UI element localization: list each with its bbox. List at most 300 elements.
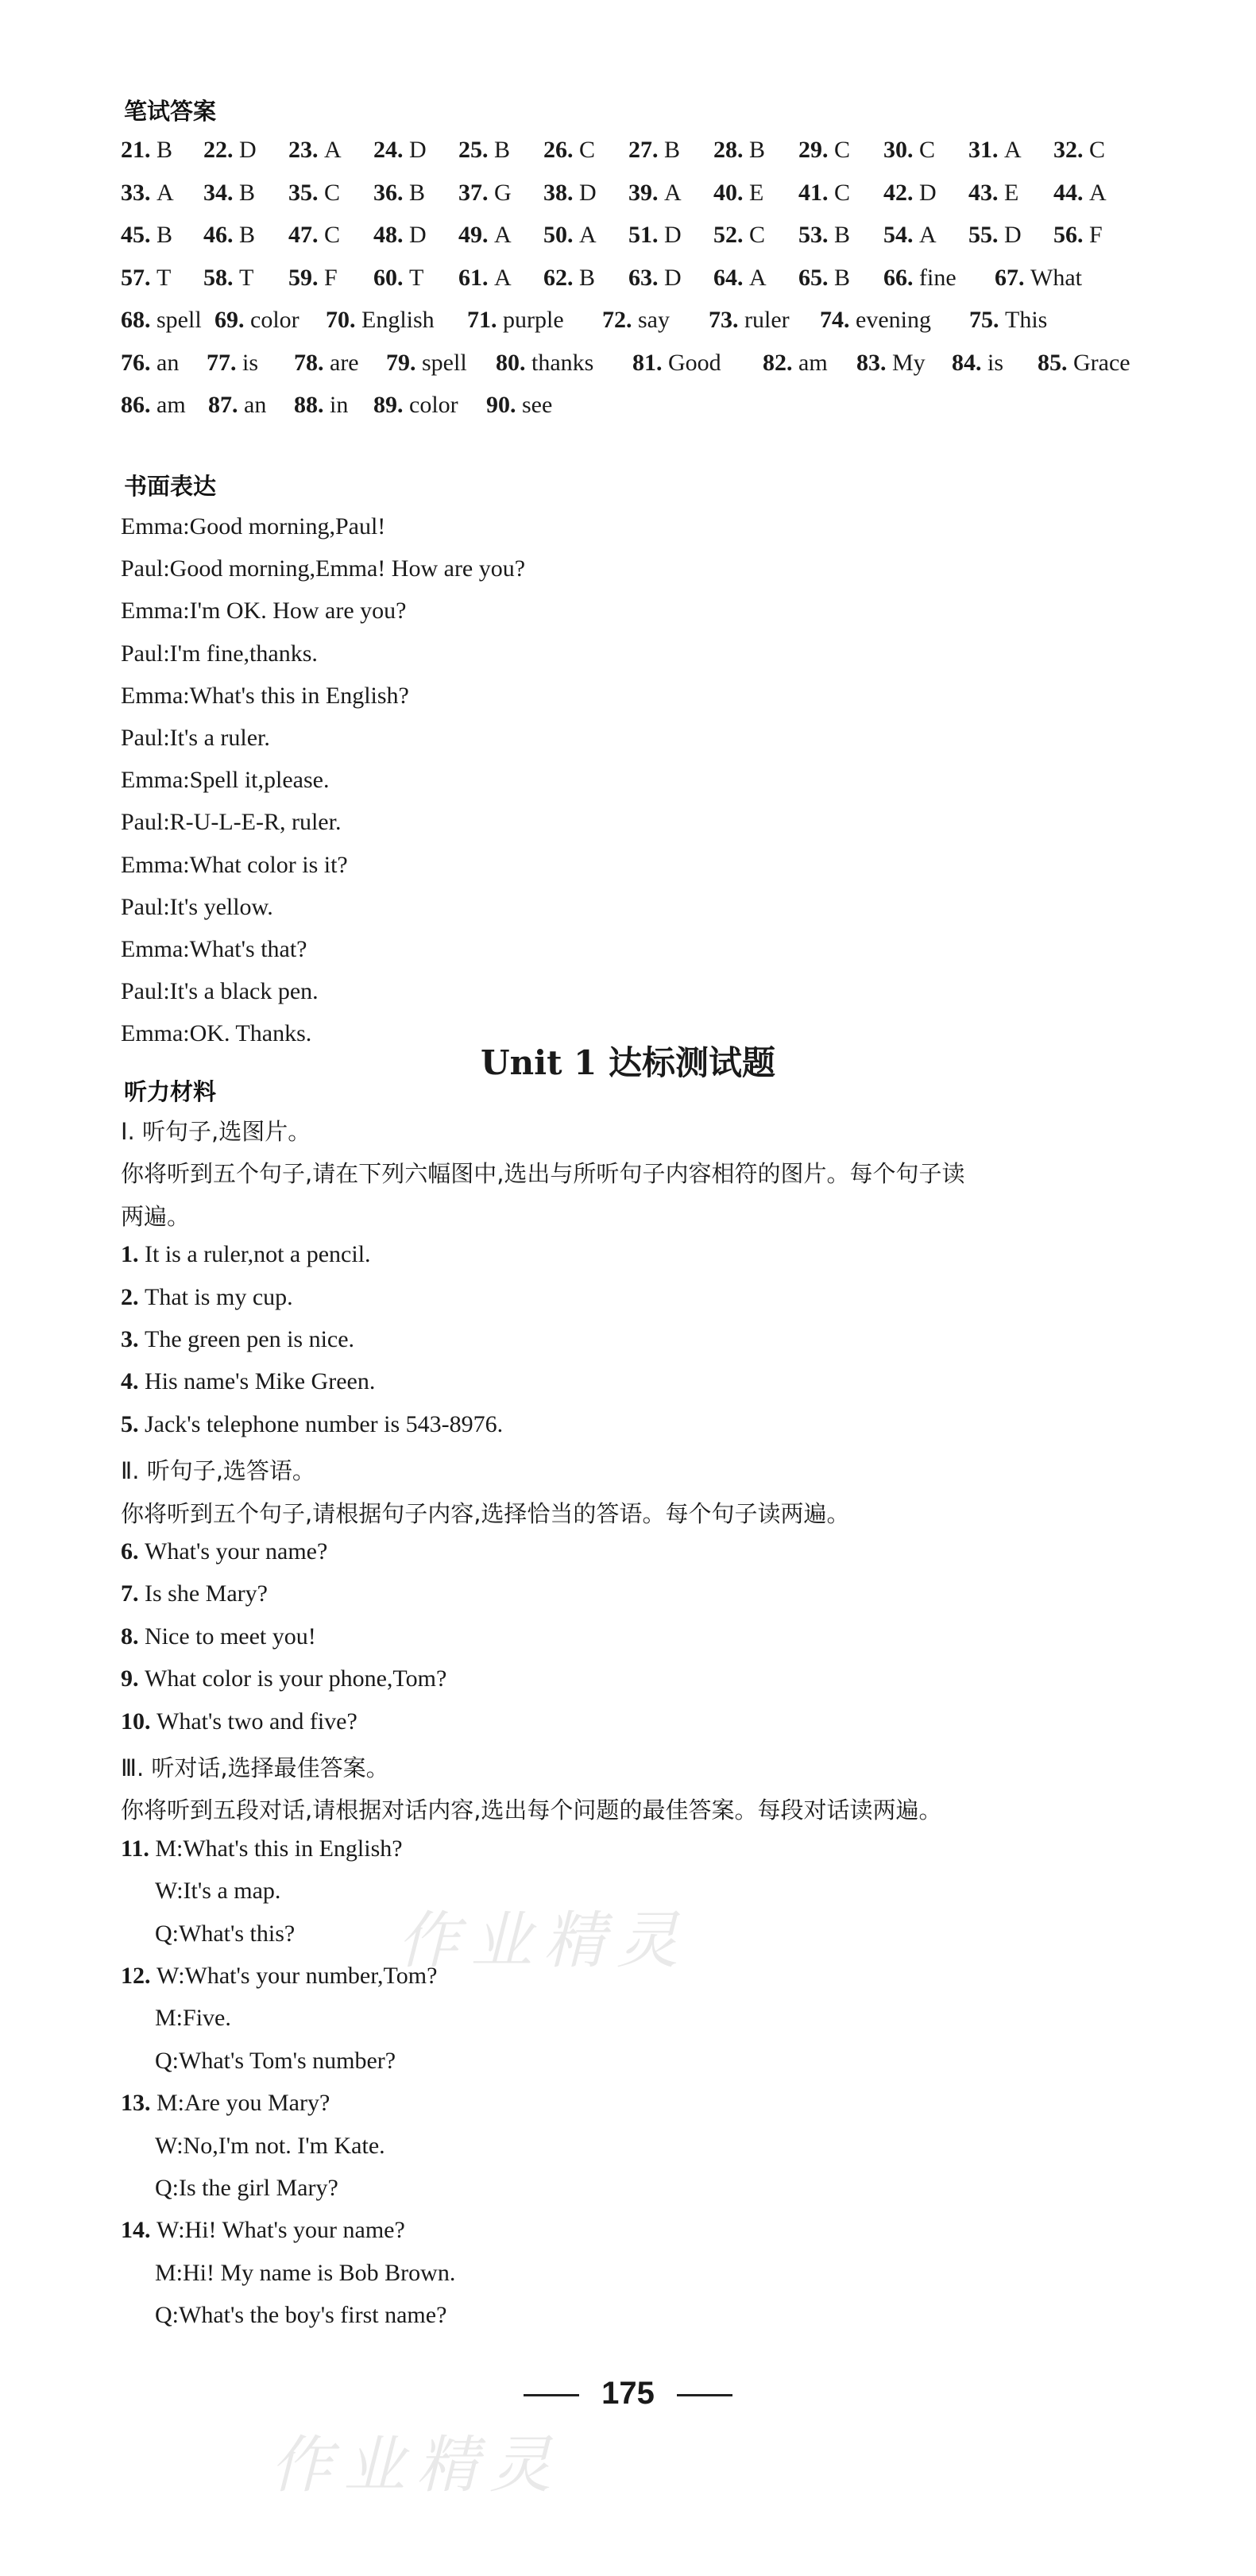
answer-value: thanks <box>531 349 594 376</box>
answer-row <box>121 222 1154 260</box>
answer-number: 37 <box>458 179 482 206</box>
answer-value: G <box>494 179 512 206</box>
question-dot: . <box>133 1326 145 1352</box>
answer-number: 83 <box>856 349 880 376</box>
answer-dot: . <box>312 179 324 206</box>
answer-number: 48 <box>373 222 397 248</box>
answer-value: A <box>157 179 174 206</box>
answer-dot: . <box>482 179 494 206</box>
answer-number: 90 <box>486 392 510 418</box>
answer-item <box>952 350 1003 377</box>
answer-number: 46 <box>203 222 227 248</box>
answer-dot: . <box>1077 222 1089 248</box>
answer-item <box>373 222 427 249</box>
answer-number: 54 <box>883 222 907 248</box>
question-dot: . <box>145 2090 157 2117</box>
answer-item <box>203 222 255 249</box>
answer-value: ruler <box>744 307 790 333</box>
answer-number: 84 <box>952 349 976 376</box>
answer-dot: . <box>410 349 422 376</box>
answer-value: D <box>579 179 597 206</box>
answer-number: 73 <box>709 307 732 333</box>
answer-number: 79 <box>386 349 410 376</box>
answer-dot: . <box>822 264 834 291</box>
answer-dot: . <box>822 222 834 248</box>
answer-value: My <box>892 349 926 376</box>
answer-value: B <box>239 222 256 248</box>
answer-number: 38 <box>543 179 567 206</box>
answer-dot: . <box>145 179 157 206</box>
answer-dot: . <box>822 179 834 206</box>
question-dot: . <box>133 1283 145 1310</box>
answer-item <box>467 307 564 334</box>
answer-dot: . <box>880 349 892 376</box>
answer-item <box>121 180 174 207</box>
answer-row <box>121 265 1154 303</box>
question-number: 1 <box>121 1241 133 1268</box>
answer-dot: . <box>397 137 409 163</box>
dialogue-line: W:No,I'm not. I'm Kate. <box>155 2132 385 2159</box>
question-dot: . <box>133 1623 145 1650</box>
answer-dot: . <box>822 137 834 163</box>
answer-item <box>326 307 435 334</box>
instruction-line: Ⅰ. 听句子,选图片。 <box>121 1118 311 1145</box>
answer-value: D <box>664 264 682 291</box>
answer-dot: . <box>397 392 409 418</box>
answer-dot: . <box>907 137 919 163</box>
answer-value: spell <box>422 349 467 376</box>
answer-item <box>208 392 266 419</box>
answer-item <box>709 307 790 334</box>
answer-dot: . <box>520 349 531 376</box>
answer-item <box>121 392 186 419</box>
watermark: 作业精灵 <box>397 1905 690 1977</box>
answer-item <box>602 307 670 334</box>
answer-number: 87 <box>208 392 232 418</box>
question-line <box>121 1963 437 1990</box>
answer-row <box>121 307 1154 345</box>
answer-item <box>121 265 171 292</box>
instruction-line: Ⅱ. 听句子,选答语。 <box>121 1457 315 1485</box>
dialogue-line: Paul:I'm fine,thanks. <box>121 640 318 667</box>
dialogue-line: M:Five. <box>155 2005 231 2032</box>
answer-value: am <box>798 349 828 376</box>
answer-number: 69 <box>214 307 238 333</box>
question-number: 12 <box>121 1963 145 1989</box>
answer-value: T <box>239 264 254 291</box>
dash-right <box>677 2394 732 2396</box>
answer-value: Grace <box>1073 349 1130 376</box>
answer-item <box>995 265 1082 292</box>
answer-value: C <box>834 137 851 163</box>
answer-dot: . <box>567 264 579 291</box>
question-text: W:What's your number,Tom? <box>157 1963 438 1989</box>
answer-dot: . <box>491 307 503 333</box>
answer-value: T <box>157 264 172 291</box>
answer-dot: . <box>1077 137 1089 163</box>
dialogue-line: Q:Is the girl Mary? <box>155 2175 338 2201</box>
answer-value: D <box>409 137 427 163</box>
page-number-text: 175 <box>601 2376 655 2411</box>
answer-item <box>294 392 348 419</box>
question-line <box>121 1284 293 1311</box>
answer-dot: . <box>732 307 744 333</box>
question-number: 6 <box>121 1538 133 1565</box>
answer-value: are <box>330 349 359 376</box>
answer-dot: . <box>227 222 239 248</box>
dialogue-line: Paul:It's a black pen. <box>121 978 319 1005</box>
answer-number: 89 <box>373 392 397 418</box>
answer-item <box>373 265 423 292</box>
answer-dot: . <box>1061 349 1073 376</box>
answer-dot: . <box>992 222 1004 248</box>
answer-dot: . <box>145 222 157 248</box>
question-dot: . <box>133 1665 145 1692</box>
question-line <box>121 1623 316 1650</box>
answer-item <box>386 350 467 377</box>
dialogue-line: Paul:It's a ruler. <box>121 725 270 751</box>
answer-dot: . <box>907 264 919 291</box>
question-dot: . <box>145 1708 157 1735</box>
dialogue-line: Emma:What's this in English? <box>121 682 409 709</box>
answer-value: D <box>239 137 257 163</box>
answer-number: 78 <box>294 349 318 376</box>
answer-number: 29 <box>798 137 822 163</box>
answer-item <box>543 137 595 164</box>
question-number: 13 <box>121 2090 145 2117</box>
answer-value: am <box>157 392 186 418</box>
answer-item <box>763 350 828 377</box>
answer-dot: . <box>786 349 798 376</box>
answer-number: 55 <box>968 222 992 248</box>
answer-number: 32 <box>1053 137 1077 163</box>
answer-dot: . <box>992 137 1004 163</box>
answer-number: 40 <box>713 179 737 206</box>
dialogue-line: Emma:Spell it,please. <box>121 767 330 794</box>
answer-number: 66 <box>883 264 907 291</box>
dialogue-line: Emma:What's that? <box>121 936 307 962</box>
dialogue-line: Emma:What color is it? <box>121 851 348 878</box>
dialogue-line: Paul:It's yellow. <box>121 893 273 920</box>
answer-value: D <box>1004 222 1022 248</box>
answer-value: D <box>664 222 682 248</box>
answer-number: 27 <box>628 137 652 163</box>
answer-value: C <box>324 179 341 206</box>
answer-value: an <box>157 349 180 376</box>
instruction-line: 你将听到五段对话,请根据对话内容,选出每个问题的最佳答案。每段对话读两遍。 <box>121 1797 942 1824</box>
question-line <box>121 1411 503 1438</box>
dash-left <box>524 2394 579 2396</box>
answer-dot: . <box>145 349 157 376</box>
answer-value: B <box>749 137 766 163</box>
answer-value: purple <box>503 307 564 333</box>
answer-value: D <box>919 179 937 206</box>
dialogue-line: Q:What's this? <box>155 1920 296 1947</box>
dialogue-line: M:Hi! My name is Bob Brown. <box>155 2259 456 2286</box>
answer-item <box>798 137 850 164</box>
answer-dot: . <box>145 264 157 291</box>
answer-number: 58 <box>203 264 227 291</box>
answer-number: 45 <box>121 222 145 248</box>
question-dot: . <box>133 1410 145 1437</box>
answer-item <box>713 222 765 249</box>
answer-number: 68 <box>121 307 145 333</box>
writing-heading: 书面表达 <box>124 473 217 500</box>
answer-number: 81 <box>632 349 656 376</box>
answer-item <box>628 180 682 207</box>
answer-item <box>713 137 765 164</box>
answer-value: B <box>664 137 681 163</box>
answer-dot: . <box>145 307 157 333</box>
answer-number: 60 <box>373 264 397 291</box>
answer-dot: . <box>652 137 664 163</box>
answer-item <box>373 137 427 164</box>
answer-value: A <box>324 137 342 163</box>
answer-value: What <box>1030 264 1082 291</box>
instruction-line: Ⅲ. 听对话,选择最佳答案。 <box>121 1754 389 1781</box>
answer-number: 41 <box>798 179 822 206</box>
answer-dot: . <box>232 392 244 418</box>
question-dot: . <box>133 1241 145 1268</box>
answer-number: 74 <box>820 307 844 333</box>
answer-value: B <box>409 179 426 206</box>
answer-dot: . <box>567 179 579 206</box>
question-text: What's your name? <box>145 1538 328 1565</box>
answer-item <box>883 180 937 207</box>
dialogue-line: Emma:I'm OK. How are you? <box>121 598 407 625</box>
question-number: 8 <box>121 1623 133 1650</box>
answer-value: A <box>579 222 597 248</box>
answer-value: A <box>494 264 512 291</box>
answer-value: F <box>324 264 338 291</box>
answer-value: English <box>361 307 435 333</box>
answer-dot: . <box>227 179 239 206</box>
answer-number: 57 <box>121 264 145 291</box>
answer-number: 36 <box>373 179 397 206</box>
answer-dot: . <box>397 179 409 206</box>
answer-item <box>121 222 172 249</box>
answer-number: 52 <box>713 222 737 248</box>
answer-item <box>458 180 512 207</box>
answer-value: A <box>1089 179 1107 206</box>
answer-number: 53 <box>798 222 822 248</box>
answer-dot: . <box>145 392 157 418</box>
answer-item <box>203 137 257 164</box>
answer-dot: . <box>227 137 239 163</box>
answer-number: 26 <box>543 137 567 163</box>
answer-item <box>968 180 1018 207</box>
answer-dot: . <box>397 222 409 248</box>
answer-dot: . <box>737 264 749 291</box>
question-line <box>121 1241 371 1268</box>
answer-item <box>373 392 458 419</box>
answer-value: A <box>494 222 512 248</box>
answer-value: is <box>242 349 259 376</box>
answer-item <box>214 307 300 334</box>
question-text: It is a ruler,not a pencil. <box>145 1241 371 1268</box>
answer-value: in <box>330 392 349 418</box>
answer-number: 61 <box>458 264 482 291</box>
answer-item <box>632 350 721 377</box>
answer-dot: . <box>482 264 494 291</box>
answer-number: 49 <box>458 222 482 248</box>
answer-dot: . <box>482 137 494 163</box>
answer-item <box>628 265 682 292</box>
answer-item <box>798 222 850 249</box>
question-text: M:Are you Mary? <box>157 2090 330 2117</box>
answer-item <box>1053 137 1105 164</box>
answer-item <box>203 265 253 292</box>
answer-item <box>496 350 593 377</box>
answer-item <box>968 222 1022 249</box>
answer-row <box>121 392 1154 430</box>
answer-item <box>288 137 342 164</box>
answer-dot: . <box>312 137 324 163</box>
answer-value: B <box>834 264 851 291</box>
answer-value: E <box>749 179 764 206</box>
answer-number: 33 <box>121 179 145 206</box>
question-text: His name's Mike Green. <box>145 1368 376 1395</box>
answer-number: 43 <box>968 179 992 206</box>
answer-dot: . <box>482 222 494 248</box>
question-number: 10 <box>121 1708 145 1735</box>
answer-value: F <box>1089 222 1103 248</box>
answer-dot: . <box>312 222 324 248</box>
answer-row <box>121 180 1154 218</box>
answer-item <box>458 265 512 292</box>
answer-dot: . <box>907 222 919 248</box>
answer-item <box>1053 180 1107 207</box>
question-text: Is she Mary? <box>145 1580 268 1607</box>
answer-item <box>883 222 937 249</box>
answer-dot: . <box>510 392 522 418</box>
answer-item <box>628 222 682 249</box>
answer-dot: . <box>230 349 242 376</box>
question-line <box>121 1538 327 1565</box>
answer-value: B <box>239 179 256 206</box>
answer-number: 30 <box>883 137 907 163</box>
answer-number: 63 <box>628 264 652 291</box>
answer-item <box>294 350 359 377</box>
answer-value: C <box>579 137 596 163</box>
answer-item <box>121 350 179 377</box>
question-line <box>121 1580 268 1607</box>
answer-number: 80 <box>496 349 520 376</box>
question-number: 7 <box>121 1580 133 1607</box>
answer-value: color <box>409 392 458 418</box>
answer-number: 88 <box>294 392 318 418</box>
question-dot: . <box>145 2217 157 2244</box>
question-number: 3 <box>121 1326 133 1352</box>
answer-dot: . <box>238 307 250 333</box>
answer-dot: . <box>312 264 324 291</box>
answer-value: T <box>409 264 424 291</box>
question-line <box>121 2090 330 2117</box>
answer-dot: . <box>1077 179 1089 206</box>
answer-dot: . <box>652 264 664 291</box>
answer-value: B <box>157 222 173 248</box>
answer-value: is <box>987 349 1004 376</box>
answer-dot: . <box>626 307 638 333</box>
answer-value: fine <box>919 264 956 291</box>
answer-item <box>486 392 552 419</box>
answer-dot: . <box>652 222 664 248</box>
question-number: 11 <box>121 1835 144 1862</box>
dialogue-line: Emma:Good morning,Paul! <box>121 513 386 540</box>
answer-value: D <box>409 222 427 248</box>
question-text: What color is your phone,Tom? <box>145 1665 447 1692</box>
answer-number: 82 <box>763 349 786 376</box>
answer-dot: . <box>145 137 157 163</box>
written-answers-heading: 笔试答案 <box>124 98 217 125</box>
answer-value: color <box>250 307 300 333</box>
answer-item <box>713 265 767 292</box>
answer-number: 31 <box>968 137 992 163</box>
dialogue-line: Q:What's the boy's first name? <box>155 2302 447 2329</box>
dialogue-line: Paul:R-U-L-E-R, ruler. <box>121 809 342 836</box>
answer-dot: . <box>656 349 668 376</box>
answer-value: E <box>1004 179 1019 206</box>
answer-value: C <box>749 222 766 248</box>
answer-number: 64 <box>713 264 737 291</box>
answer-item <box>288 180 340 207</box>
answer-dot: . <box>350 307 361 333</box>
answer-number: 71 <box>467 307 491 333</box>
answer-number: 75 <box>969 307 993 333</box>
answer-number: 70 <box>326 307 350 333</box>
answer-value: spell <box>157 307 202 333</box>
answer-item <box>628 137 680 164</box>
answer-dot: . <box>1018 264 1030 291</box>
answer-item <box>288 265 338 292</box>
question-number: 9 <box>121 1665 133 1692</box>
answer-item <box>207 350 258 377</box>
answer-number: 24 <box>373 137 397 163</box>
answer-item <box>820 307 931 334</box>
answer-dot: . <box>567 222 579 248</box>
answer-number: 25 <box>458 137 482 163</box>
answer-item <box>1038 350 1130 377</box>
answer-dot: . <box>318 392 330 418</box>
question-text: That is my cup. <box>145 1283 293 1310</box>
question-text: The green pen is nice. <box>145 1326 355 1352</box>
answer-item <box>883 137 935 164</box>
answer-value: say <box>638 307 670 333</box>
question-text: What's two and five? <box>157 1708 357 1735</box>
question-line <box>121 1835 403 1862</box>
answer-value: C <box>919 137 936 163</box>
answer-item <box>458 137 510 164</box>
answer-number: 28 <box>713 137 737 163</box>
answer-item <box>288 222 340 249</box>
question-dot: . <box>133 1538 145 1565</box>
question-dot: . <box>133 1580 145 1607</box>
dialogue-line: W:It's a map. <box>155 1878 281 1905</box>
answer-number: 39 <box>628 179 652 206</box>
answer-number: 62 <box>543 264 567 291</box>
answer-dot: . <box>737 137 749 163</box>
answer-item <box>1053 222 1103 249</box>
answer-item <box>121 307 202 334</box>
question-line <box>121 1368 375 1395</box>
question-text: W:Hi! What's your name? <box>157 2217 405 2244</box>
question-number: 2 <box>121 1283 133 1310</box>
answer-item <box>856 350 926 377</box>
answer-value: A <box>919 222 937 248</box>
answer-dot: . <box>992 179 1004 206</box>
question-number: 4 <box>121 1368 133 1395</box>
answer-number: 59 <box>288 264 312 291</box>
